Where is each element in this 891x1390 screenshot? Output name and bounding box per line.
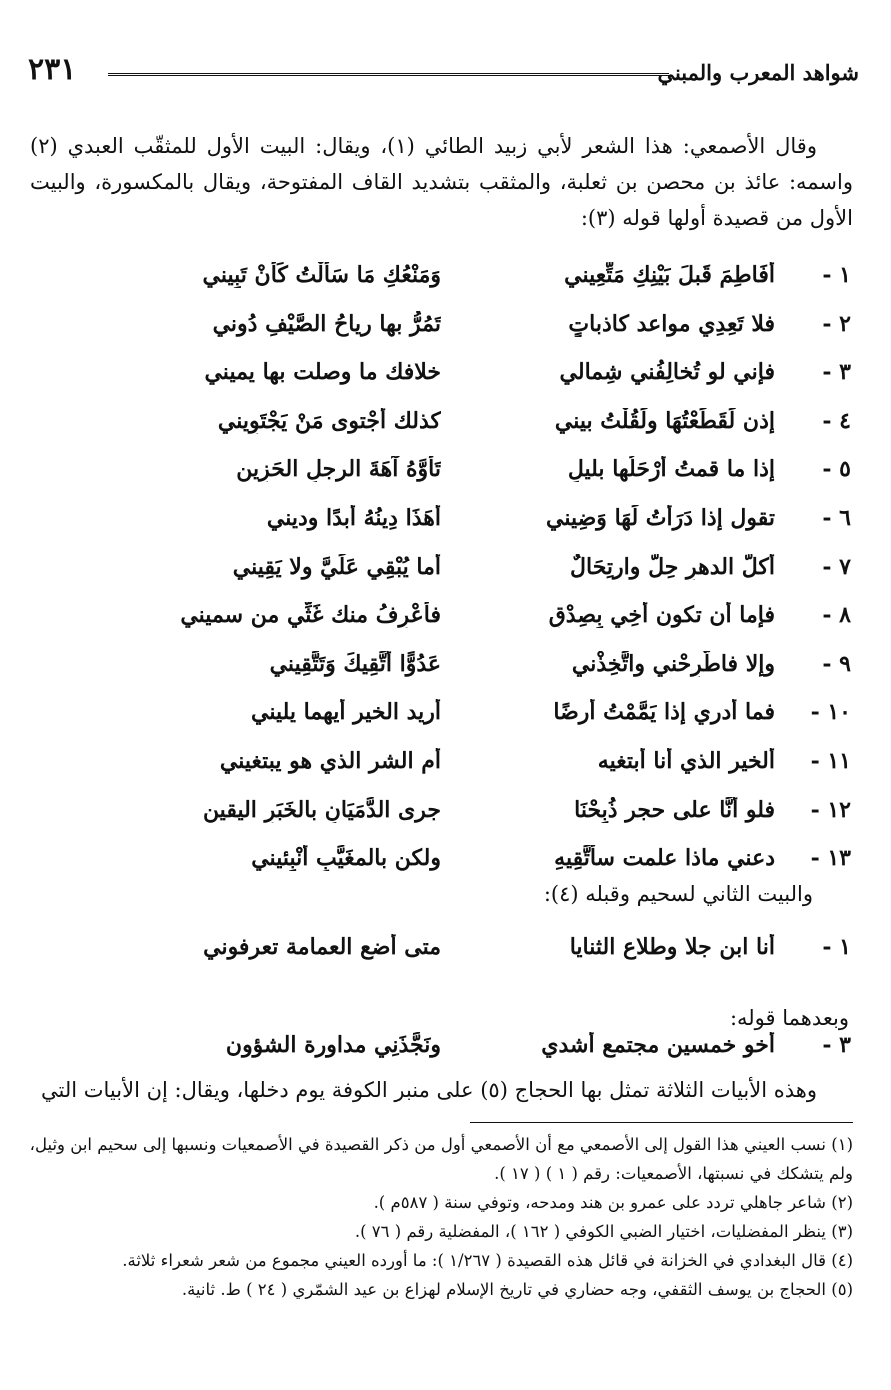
verse-number: ١٢ - — [810, 797, 851, 823]
verse-number: ١ - — [822, 262, 851, 288]
first-hemistich: فلو أنَّا على حجر ذُبِحْنَا — [574, 797, 775, 823]
verse-row — [41, 351, 851, 397]
intro-paragraph: وقال الأصمعي: هذا الشعر لأبي زبيد الطائي (١)، ويقال: البيت الأول للمثقّب العبدي (٢) واسمه: عائذ بن محصن بن ثعلبة، والمثقب بتشديد القاف المفتوحة، ويقال بالمكسورة، والبيت الأول من قصيدة أولها قوله (٣): — [30, 134, 853, 230]
verse-three — [41, 1024, 851, 1070]
verse-row — [41, 691, 851, 737]
verse-number: ١٣ - — [810, 845, 851, 871]
second-hemistich: ونَجَّذَنِي مداورة الشؤون — [225, 1032, 441, 1058]
verse-row — [41, 546, 851, 592]
first-hemistich: فلا تَعِدِي مواعد كاذباتٍ — [568, 311, 775, 337]
header-rule — [108, 73, 669, 80]
verse-row — [41, 643, 851, 689]
verse-number: ٢ - — [822, 311, 851, 337]
second-hemistich: أم الشر الذي هو يبتغيني — [219, 748, 441, 774]
first-hemistich: دعني ماذا علمت سأتَّقِيهِ — [554, 845, 775, 871]
second-hemistich: أَهَذَا دِينُهُ أبدًا وديني — [266, 505, 441, 531]
first-hemistich: أَفَاطِمَ قَبلَ بَيْنِكِ مَتِّعِيني — [564, 262, 775, 288]
first-hemistich: فما أدري إذا يَمَّمْتُ أرضًا — [553, 699, 775, 725]
verse-number: ٣ - — [822, 1032, 851, 1058]
verse-row — [41, 837, 851, 883]
verse-number: ١ - — [822, 934, 851, 960]
verse-row — [41, 497, 851, 543]
footnote-rule — [470, 1122, 853, 1123]
first-hemistich: تقول إذا دَرَأْتُ لَهَا وَضِيني — [546, 505, 775, 531]
verse-row — [41, 740, 851, 786]
page-number: ٢٣١ — [28, 52, 77, 87]
first-hemistich: إذا ما قمتُ أرْحَلُها بليلٍ — [567, 456, 775, 482]
first-hemistich: أكلُّ الدهرِ حِلٌّ وارتِحَالٌ — [570, 554, 775, 580]
verse-number: ٨ - — [822, 602, 851, 628]
second-hemistich: متى أضع العمامة تعرفوني — [203, 934, 441, 960]
second-hemistich: عَدُوًّا أتَّقِيكَ وَتَتَّقِيني — [269, 651, 441, 677]
verse-row — [41, 594, 851, 640]
second-hemistich: وَمَنْعُكِ مَا سَأَلْتُ كَأَنْ تَبِيني — [202, 262, 441, 288]
verse-suhaym — [41, 926, 851, 972]
verse-number: ١٠ - — [810, 699, 851, 725]
footnote-2: (٢) شاعر جاهلي تردد على عمرو بن هند ومدحه، وتوفي سنة ( ٥٨٧م ). — [373, 1193, 853, 1212]
second-hemistich: أما يُبْقِي عَلَيَّ ولا يَقِيني — [232, 554, 441, 580]
verse-number: ٦ - — [822, 505, 851, 531]
page-header — [28, 52, 859, 96]
footnote-1: (١) نسب العيني هذا القول إلى الأصمعي مع أن الأصمعي أول من ذكر القصيدة في الأصمعيات ونسبها إلى سحيم ابن وثيل، ولم يتشكك في نسبتها، الأصمعيات: رقم ( ١ ) ( ١٧ ). — [29, 1135, 853, 1183]
note-second-verse: والبيت الثاني لسحيم وقبله (٤): — [543, 882, 813, 906]
verse-number: ٧ - — [822, 554, 851, 580]
first-hemistich: فإني لو تُخالِفُني شِمالي — [559, 359, 775, 385]
running-title: شواهد المعرب والمبني — [657, 60, 859, 85]
verse-row — [41, 789, 851, 835]
second-hemistich: ولكن بالمغَيَّبِ أنْبِئيني — [251, 845, 441, 871]
verse-row — [41, 254, 851, 300]
footnote-5: (٥) الحجاج بن يوسف الثقفي، وجه حضاري في تاريخ الإسلام لهزاع بن عيد الشمّري ( ٢٤ ) ط. ثانية. — [181, 1280, 853, 1299]
first-hemistich: أنا ابن جلا وطلاع الثنايا — [569, 934, 775, 960]
second-hemistich: جرى الدَّمَيَانِ بالخَبَرِ اليقينِ — [202, 797, 441, 823]
second-hemistich: تَأَوَّهُ آهَةَ الرجلِ الحَزِينِ — [236, 456, 441, 482]
verse-row — [41, 303, 851, 349]
first-hemistich: إذن لَقَطَعْتُهَا ولَقُلْتُ بيني — [554, 408, 775, 434]
second-hemistich: خلافك ما وصلت بها يميني — [204, 359, 441, 385]
footnote-3: (٣) ينظر المفضليات، اختيار الضبي الكوفي ( ١٦٢ )، المفضلية رقم ( ٧٦ ). — [354, 1222, 853, 1241]
first-hemistich: ألخير الذي أنا أبتغيه — [597, 748, 775, 774]
first-hemistich: وإلا فاطَّرِحْني واتَّخِذْني — [571, 651, 775, 677]
footnote-4: (٤) قال البغدادي في الخزانة في قائل هذه القصيدة ( ١/٢٦٧ ): ما أورده العيني مجموع من شعر شعراء ثلاثة. — [122, 1251, 853, 1270]
verse-number: ٣ - — [822, 359, 851, 385]
second-hemistich: كذلك أجْتوى مَنْ يَجْتَوِيني — [217, 408, 441, 434]
second-hemistich: أريد الخير أيهما يليني — [251, 699, 441, 725]
verse-number: ٥ - — [822, 456, 851, 482]
closing-paragraph: وهذه الأبيات الثلاثة تمثل بها الحجاج (٥) على منبر الكوفة يوم دخلها، ويقال: إن الأبيات التي — [41, 1078, 817, 1102]
second-hemistich: فأعْرِفُ منك غَثِّي من سميني — [180, 602, 441, 628]
verse-number: ٤ - — [822, 408, 851, 434]
verse-row — [41, 400, 851, 446]
verse-number: ٩ - — [822, 651, 851, 677]
verse-number: ١١ - — [810, 748, 851, 774]
first-hemistich: فإما أن تكون أخِي بِصِدْقٍ — [548, 602, 775, 628]
second-hemistich: تَمُرُّ بها رياحُ الصَّيْفِ دُوني — [212, 311, 441, 337]
first-hemistich: أخو خمسين مجتمع أشدي — [541, 1032, 775, 1058]
verse-row — [41, 448, 851, 494]
note-after: وبعدهما قوله: — [729, 1006, 849, 1030]
footnotes — [27, 1130, 853, 1304]
